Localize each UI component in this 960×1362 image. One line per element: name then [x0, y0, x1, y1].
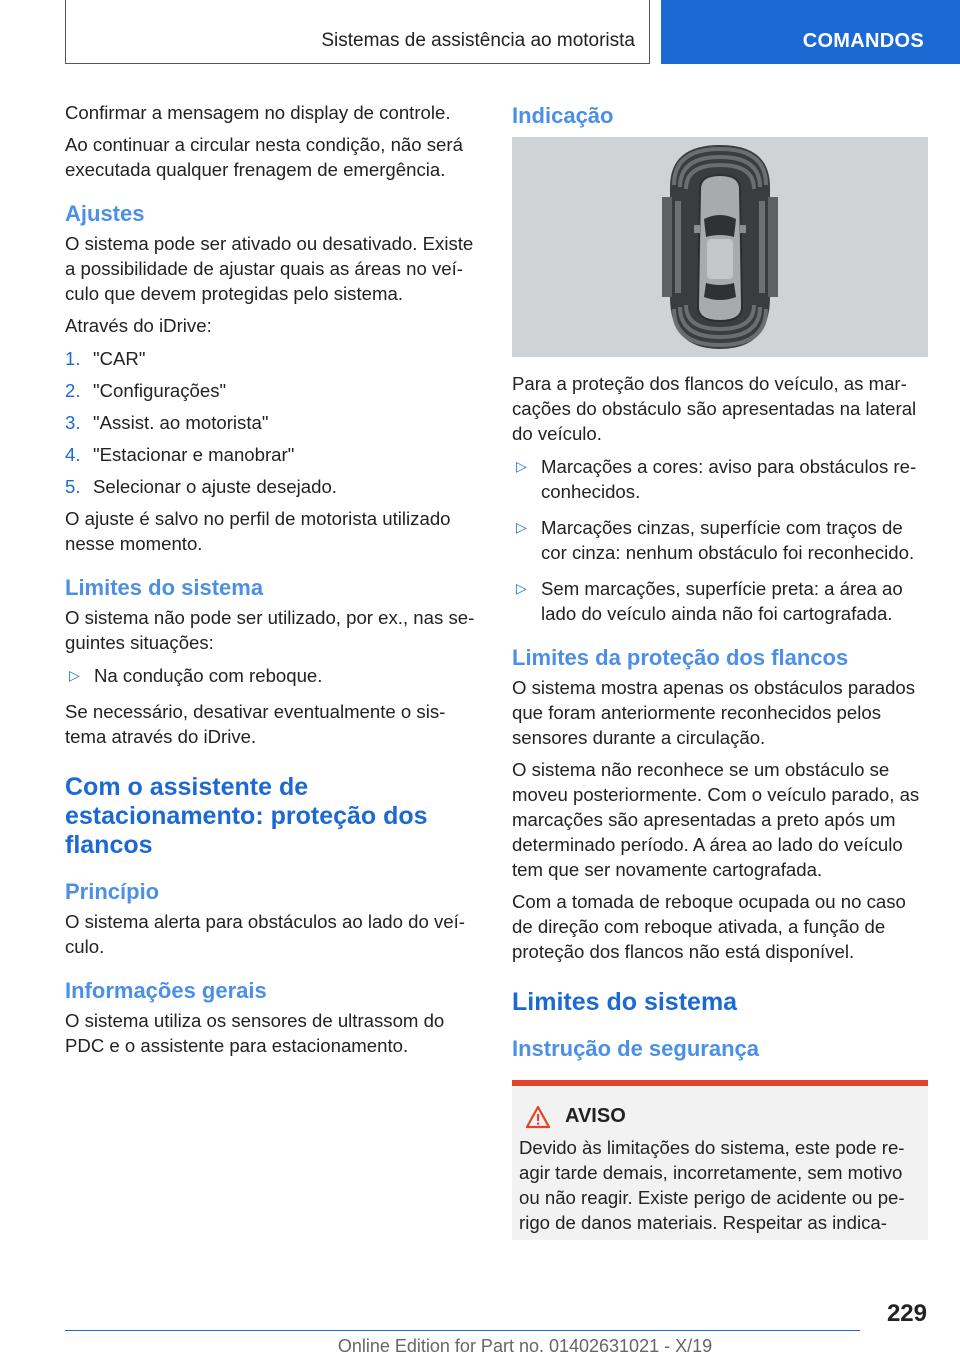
step-text: "Assist. ao motorista" [93, 412, 269, 433]
page-number: 229 [886, 1300, 927, 1327]
heading-limites-protecao: Limites da proteção dos flancos [512, 645, 849, 670]
warning-triangle-icon [525, 1105, 551, 1129]
step-text: "Configurações" [93, 380, 227, 401]
step-number: 5. [65, 476, 81, 497]
left-column [65, 100, 480, 1065]
paragraph: Confirmar a mensagem no display de controle. [65, 102, 451, 123]
step-number: 2. [65, 380, 81, 401]
triangle-bullet-icon: ▷ [516, 458, 527, 474]
chapter-tab [661, 0, 960, 64]
paragraph: O sistema utiliza os sensores de ultrassom do PDC e o assistente para estacionamento. [65, 1010, 445, 1056]
step-number: 4. [65, 444, 81, 465]
paragraph: Para a proteção dos flancos do veículo, as marcações do obstáculo são apresentadas na lateral do veículo. [512, 373, 917, 444]
list-item [65, 663, 480, 688]
step-text: "Estacionar e manobrar" [93, 444, 295, 465]
bullet-text: Na condução com reboque. [94, 665, 323, 686]
paragraph: O sistema alerta para obstáculos ao lado do veículo. [65, 911, 465, 957]
paragraph: O sistema não reconhece se um obstáculo se moveu posteriormente. Com o veículo parado, as marcações são apresentadas a preto após um determinado período. A área ao lado do veículo tem que ser novamente cartografada. [512, 759, 920, 880]
triangle-bullet-icon: ▷ [516, 519, 527, 535]
list-item [65, 410, 480, 435]
heading-principio: Princípio [65, 879, 160, 904]
paragraph: Com a tomada de reboque ocupada ou no caso de direção com reboque ativada, a função de proteção dos flancos não está disponível. [512, 891, 906, 962]
steps-list [65, 346, 480, 499]
paragraph: O ajuste é salvo no perfil de motorista utilizado nesse momento. [65, 508, 451, 554]
chapter-tab-label: COMANDOS [802, 30, 924, 52]
warning-label: AVISO [565, 1105, 626, 1127]
list-item [65, 378, 480, 403]
edition-note: Online Edition for Part no. 01402631021 - X/19 [337, 1336, 713, 1356]
paragraph: Através do iDrive: [65, 315, 212, 336]
heading-limites-sistema: Limites do sistema [512, 988, 738, 1016]
footer-divider [65, 1330, 860, 1331]
heading-instrucao: Instrução de segurança [512, 1036, 759, 1061]
section-title: Sistemas de assistência ao motorista [321, 30, 635, 51]
list-item [512, 515, 928, 565]
heading-informacoes: Informações gerais [65, 978, 267, 1003]
paragraph: Ao continuar a circular nesta condição, não será executada qualquer frenagem de emergência. [65, 134, 463, 180]
heading-assistente: Com o assistente de estacionamento: proteção dos flancos [65, 773, 428, 859]
warning-box [512, 1080, 928, 1240]
side-protection-figure [512, 137, 928, 357]
paragraph: O sistema mostra apenas os obstáculos parados que foram anteriormente reconhecidos pelos sensores durante a circulação. [512, 677, 916, 748]
step-text: Selecionar o ajuste desejado. [93, 476, 337, 497]
heading-limites: Limites do sistema [65, 575, 264, 600]
heading-indicacao: Indicação [512, 103, 614, 128]
step-number: 1. [65, 348, 81, 369]
right-column [512, 100, 928, 1240]
bullet-list [512, 454, 928, 626]
warning-header [519, 1104, 920, 1129]
bullet-list [65, 663, 480, 688]
bullet-text: Sem marcações, superfície preta: a área ao lado do veículo ainda não foi cartografada. [541, 578, 903, 624]
paragraph: Se necessário, desativar eventualmente o sistema através do iDrive. [65, 701, 446, 747]
paragraph: O sistema não pode ser utilizado, por ex., nas seguintes situações: [65, 607, 475, 653]
list-item [512, 454, 928, 504]
bullet-text: Marcações a cores: aviso para obstáculos reconhecidos. [541, 456, 917, 502]
heading-ajustes: Ajustes [65, 201, 145, 226]
bullet-text: Marcações cinzas, superfície com traços de cor cinza: nenhum obstáculo foi reconhecido. [541, 517, 915, 563]
triangle-bullet-icon: ▷ [516, 580, 527, 596]
triangle-bullet-icon: ▷ [69, 667, 80, 683]
list-item [65, 442, 480, 467]
step-text: "CAR" [93, 348, 146, 369]
list-item [512, 576, 928, 626]
header-bar [65, 0, 650, 64]
paragraph: O sistema pode ser ativado ou desativado. Existe a possibilidade de ajustar quais as áreas no veículo que devem protegidas pelo sistema. [65, 233, 474, 304]
list-item [65, 346, 480, 371]
step-number: 3. [65, 412, 81, 433]
list-item [65, 474, 480, 499]
warning-text: Devido às limitações do sistema, este pode reagir tarde demais, incorretamente, sem motivo ou não reagir. Existe perigo de acidente ou perigo de danos materiais. Respeitar as indica- [519, 1137, 905, 1233]
